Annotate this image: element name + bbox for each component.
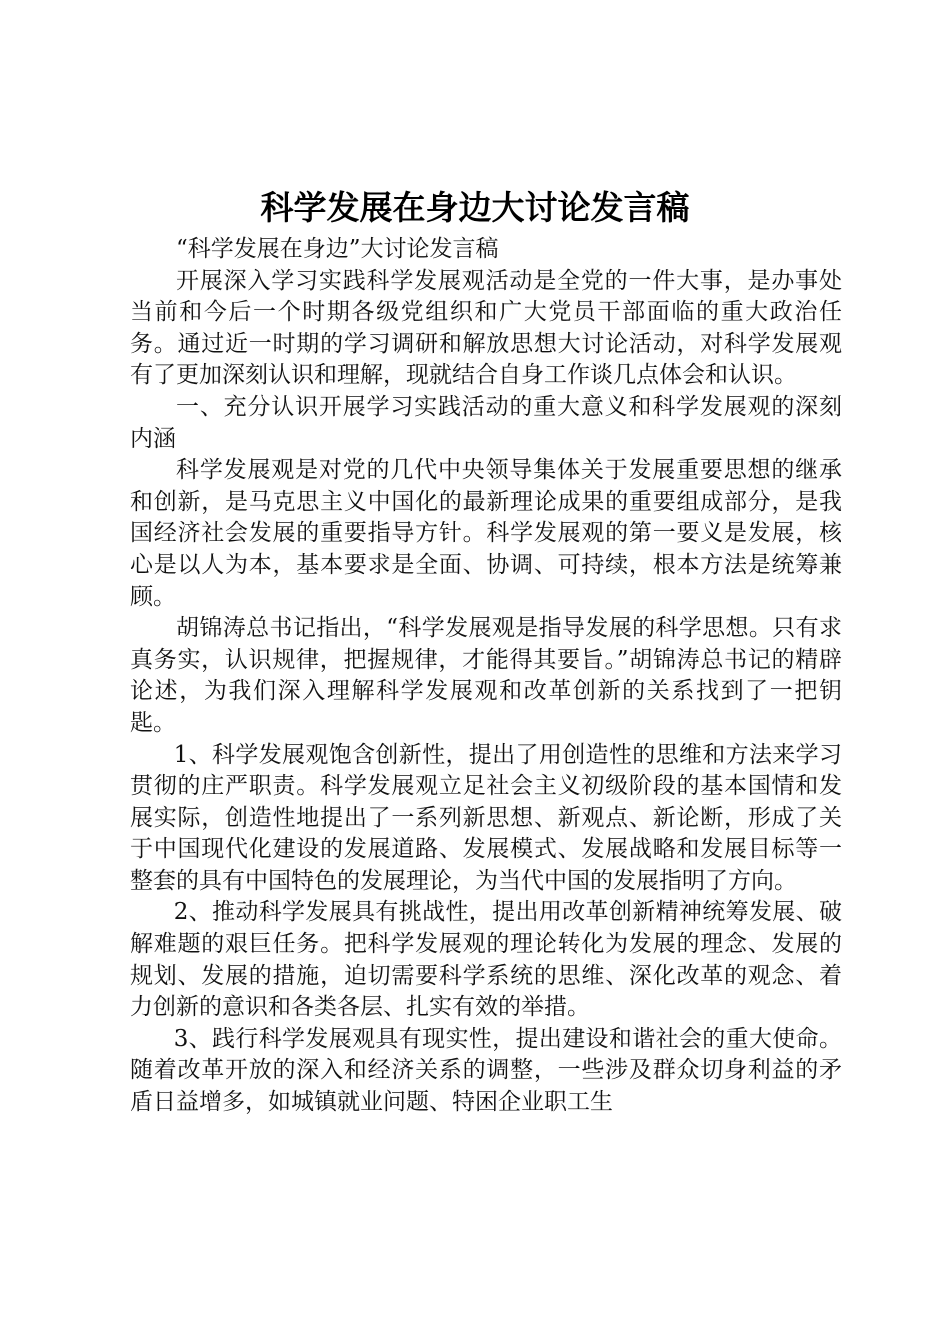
body-paragraph: 科学发展观是对党的几代中央领导集体关于发展重要思想的继承和创新，是马克思主义中国化的最新理论成果的重要组成部分，是我国经济社会发展的重要指导方针。科学发展观的第一要义是发展，核心是以人为本，基本要求是全面、协调、可持续，根本方法是统筹兼顾。: [130, 457, 842, 610]
intro-paragraph: 开展深入学习实践科学发展观活动是全党的一件大事，是办事处当前和今后一个时期各级党组织和广大党员干部面临的重大政治任务。通过近一时期的学习调研和解放思想大讨论活动，对科学发展观有了更加深刻认识和理解，现就结合自身工作谈几点体会和认识。: [130, 267, 842, 389]
numbered-paragraph-1: 1、科学发展观饱含创新性，提出了用创造性的思维和方法来学习贯彻的庄严职责。科学发展观立足社会主义初级阶段的基本国情和发展实际，创造性地提出了一系列新思想、新观点、新论断，形成了关于中国现代化建设的发展道路、发展模式、发展战略和发展目标等一整套的具有中国特色的发展理论，为当代中国的发展指明了方向。: [130, 741, 842, 894]
subtitle-paragraph: “科学发展在身边”大讨论发言稿: [176, 236, 499, 262]
document-body: [130, 234, 842, 1119]
numbered-paragraph-2: 2、推动科学发展具有挑战性，提出用改革创新精神统筹发展、破解难题的艰巨任务。把科学发展观的理论转化为发展的理念、发展的规划、发展的措施，迫切需要科学系统的思维、深化改革的观念、着力创新的意识和各类各层、扎实有效的举措。: [130, 899, 842, 1021]
numbered-paragraph-3: 3、践行科学发展观具有现实性，提出建设和谐社会的重大使命。随着改革开放的深入和经济关系的调整，一些涉及群众切身利益的矛盾日益增多，如城镇就业问题、特困企业职工生: [130, 1025, 842, 1116]
body-paragraph: 胡锦涛总书记指出，“科学发展观是指导发展的科学思想。只有求真务实，认识规律，把握规律，才能得其要旨。”胡锦涛总书记的精辟论述，为我们深入理解科学发展观和改革创新的关系找到了一把钥匙。: [130, 615, 842, 736]
section-heading: 一、充分认识开展学习实践活动的重大意义和科学发展观的深刻内涵: [130, 393, 842, 452]
document-title: 科学发展在身边大讨论发言稿: [260, 188, 690, 227]
